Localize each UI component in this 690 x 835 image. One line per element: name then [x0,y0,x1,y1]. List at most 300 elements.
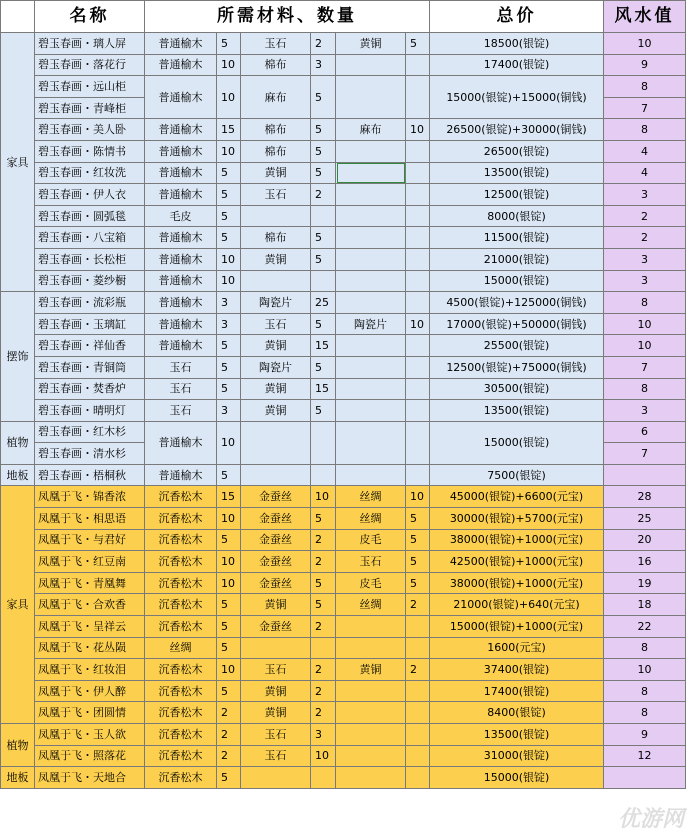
total-price-cell: 30500(银锭) [430,378,604,400]
material-3-cell [336,724,406,746]
qty-3-cell [406,421,430,464]
material-3-cell: 丝绸 [336,508,406,530]
qty-2-cell [311,205,336,227]
material-3-cell [336,356,406,378]
item-name-cell: 碧玉春画・璃人屏 [35,33,145,55]
fengshui-value-cell: 4 [604,162,686,184]
qty-3-cell: 5 [406,33,430,55]
fengshui-value-cell [604,464,686,486]
material-2-cell [241,421,311,464]
fengshui-value-cell: 28 [604,486,686,508]
table-row [1,184,686,206]
fengshui-value-cell: 8 [604,637,686,659]
fengshui-value-cell: 8 [604,119,686,141]
material-1-cell: 沉香松木 [145,724,217,746]
qty-1-cell: 5 [217,637,241,659]
item-name-cell: 碧玉春画・清水杉 [35,443,145,465]
table-row [1,162,686,184]
qty-2-cell: 2 [311,680,336,702]
qty-3-cell [406,616,430,638]
qty-2-cell [311,464,336,486]
material-1-cell: 普通榆木 [145,227,217,249]
table-row [1,205,686,227]
material-3-cell [336,680,406,702]
total-price-cell: 38000(银锭)+1000(元宝) [430,529,604,551]
fengshui-value-cell: 2 [604,205,686,227]
fengshui-value-cell: 8 [604,680,686,702]
qty-2-cell: 5 [311,508,336,530]
item-name-cell: 碧玉春画・圆弧毯 [35,205,145,227]
total-price-cell: 17000(银锭)+50000(铜钱) [430,313,604,335]
total-price-cell: 45000(银锭)+6600(元宝) [430,486,604,508]
qty-2-cell: 2 [311,529,336,551]
material-1-cell: 普通榆木 [145,119,217,141]
fengshui-value-cell: 10 [604,335,686,357]
material-1-cell: 普通榆木 [145,464,217,486]
qty-2-cell [311,767,336,789]
material-3-cell [336,184,406,206]
material-3-cell [336,140,406,162]
fengshui-value-cell: 3 [604,270,686,292]
material-1-cell: 普通榆木 [145,162,217,184]
total-price-cell: 12500(银锭) [430,184,604,206]
qty-1-cell: 10 [217,659,241,681]
material-1-cell: 普通榆木 [145,76,217,119]
qty-3-cell [406,292,430,314]
item-name-cell: 碧玉春画・玉璃缸 [35,313,145,335]
fengshui-value-cell: 8 [604,292,686,314]
item-name-cell: 凤凰于飞・天地合 [35,767,145,789]
qty-3-cell [406,227,430,249]
fengshui-value-cell: 8 [604,702,686,724]
total-price-cell: 11500(银锭) [430,227,604,249]
table-row [1,227,686,249]
qty-1-cell: 15 [217,119,241,141]
item-name-cell: 凤凰于飞・合欢香 [35,594,145,616]
qty-3-cell: 10 [406,119,430,141]
qty-1-cell: 2 [217,745,241,767]
qty-1-cell: 3 [217,292,241,314]
total-price-cell: 26500(银锭)+30000(铜钱) [430,119,604,141]
material-2-cell: 陶瓷片 [241,356,311,378]
material-2-cell: 金蚕丝 [241,508,311,530]
fengshui-value-cell: 20 [604,529,686,551]
material-1-cell: 沉香松木 [145,745,217,767]
total-price-cell: 1600(元宝) [430,637,604,659]
material-2-cell: 金蚕丝 [241,616,311,638]
material-3-cell [336,637,406,659]
material-1-cell: 玉石 [145,378,217,400]
total-price-cell: 13500(银锭) [430,724,604,746]
qty-3-cell: 10 [406,313,430,335]
material-2-cell: 黄铜 [241,378,311,400]
fengshui-value-cell: 7 [604,356,686,378]
material-2-cell: 陶瓷片 [241,292,311,314]
fengshui-value-cell: 22 [604,616,686,638]
item-name-cell: 碧玉春画・远山柜 [35,76,145,98]
header-fengshui: 风水值 [604,1,686,33]
material-2-cell: 金蚕丝 [241,486,311,508]
item-name-cell: 凤凰于飞・与君好 [35,529,145,551]
item-name-cell: 凤凰于飞・相思语 [35,508,145,530]
table-row [1,356,686,378]
total-price-cell: 38000(银锭)+1000(元宝) [430,572,604,594]
qty-2-cell: 3 [311,54,336,76]
qty-1-cell: 10 [217,248,241,270]
qty-3-cell [406,724,430,746]
fengshui-value-cell: 10 [604,33,686,55]
category-cell: 地板 [1,464,35,486]
qty-1-cell: 5 [217,529,241,551]
total-price-cell: 8400(银锭) [430,702,604,724]
total-price-cell: 4500(银锭)+125000(铜钱) [430,292,604,314]
qty-1-cell: 10 [217,76,241,119]
item-name-cell: 凤凰于飞・青凰舞 [35,572,145,594]
material-2-cell: 棉布 [241,119,311,141]
header-name: 名称 [35,1,145,33]
item-name-cell: 凤凰于飞・花丛陨 [35,637,145,659]
qty-3-cell [406,335,430,357]
qty-3-cell [406,205,430,227]
category-cell: 植物 [1,724,35,767]
category-cell: 地板 [1,767,35,789]
total-price-cell: 30000(银锭)+5700(元宝) [430,508,604,530]
qty-3-cell: 5 [406,529,430,551]
material-1-cell: 沉香松木 [145,572,217,594]
qty-1-cell: 5 [217,335,241,357]
material-1-cell: 沉香松木 [145,680,217,702]
material-2-cell: 玉石 [241,745,311,767]
material-2-cell: 棉布 [241,140,311,162]
material-3-cell: 陶瓷片 [336,313,406,335]
material-2-cell [241,205,311,227]
total-price-cell: 21000(银锭)+640(元宝) [430,594,604,616]
total-price-cell: 7500(银锭) [430,464,604,486]
item-name-cell: 碧玉春画・梧桐秋 [35,464,145,486]
material-2-cell: 玉石 [241,659,311,681]
table-row [1,335,686,357]
fengshui-value-cell: 2 [604,227,686,249]
material-3-cell [336,464,406,486]
material-1-cell: 沉香松木 [145,508,217,530]
qty-2-cell: 10 [311,745,336,767]
table-row [1,508,686,530]
item-name-cell: 碧玉春画・落花行 [35,54,145,76]
table-row [1,292,686,314]
item-name-cell: 碧玉春画・八宝箱 [35,227,145,249]
material-3-cell [336,248,406,270]
item-name-cell: 凤凰于飞・照落花 [35,745,145,767]
qty-2-cell: 5 [311,400,336,422]
qty-3-cell [406,162,430,184]
table-row [1,464,686,486]
table-row [1,594,686,616]
material-1-cell: 普通榆木 [145,140,217,162]
item-name-cell: 凤凰于飞・玉人欲 [35,724,145,746]
table-row [1,659,686,681]
material-3-cell [336,76,406,119]
item-name-cell: 凤凰于飞・红妆泪 [35,659,145,681]
category-cell: 植物 [1,421,35,464]
material-3-cell [336,162,406,184]
qty-2-cell [311,637,336,659]
material-3-cell [336,767,406,789]
material-2-cell [241,464,311,486]
material-3-cell [336,227,406,249]
qty-1-cell: 5 [217,227,241,249]
material-2-cell: 黄铜 [241,702,311,724]
qty-2-cell: 2 [311,659,336,681]
fengshui-value-cell: 16 [604,551,686,573]
total-price-cell: 17400(银锭) [430,680,604,702]
qty-2-cell: 5 [311,227,336,249]
qty-1-cell: 10 [217,572,241,594]
material-1-cell: 沉香松木 [145,659,217,681]
qty-3-cell [406,637,430,659]
material-1-cell: 玉石 [145,400,217,422]
material-3-cell [336,400,406,422]
table-row [1,270,686,292]
table-row [1,313,686,335]
qty-2-cell: 2 [311,184,336,206]
material-2-cell: 棉布 [241,54,311,76]
table-row [1,248,686,270]
item-name-cell: 碧玉春画・青铜筒 [35,356,145,378]
material-1-cell: 普通榆木 [145,292,217,314]
qty-3-cell: 10 [406,486,430,508]
material-1-cell: 毛皮 [145,205,217,227]
table-row [1,119,686,141]
total-price-cell: 42500(银锭)+1000(元宝) [430,551,604,573]
qty-1-cell: 5 [217,356,241,378]
material-1-cell: 沉香松木 [145,529,217,551]
material-3-cell [336,378,406,400]
qty-3-cell [406,184,430,206]
qty-3-cell [406,270,430,292]
table-row [1,724,686,746]
qty-3-cell [406,702,430,724]
material-2-cell: 黄铜 [241,594,311,616]
table-row [1,140,686,162]
header-row [1,1,686,33]
fengshui-value-cell [604,767,686,789]
fengshui-value-cell: 3 [604,248,686,270]
material-1-cell: 普通榆木 [145,248,217,270]
total-price-cell: 15000(银锭)+1000(元宝) [430,616,604,638]
material-3-cell [336,270,406,292]
qty-1-cell: 10 [217,270,241,292]
qty-2-cell: 5 [311,76,336,119]
fengshui-value-cell: 8 [604,378,686,400]
qty-3-cell [406,400,430,422]
item-name-cell: 凤凰于飞・红豆南 [35,551,145,573]
fengshui-value-cell: 7 [604,443,686,465]
material-1-cell: 普通榆木 [145,33,217,55]
header-materials: 所需材料、数量 [145,1,430,33]
qty-2-cell: 3 [311,724,336,746]
category-cell: 家具 [1,33,35,292]
item-name-cell: 碧玉春画・晴明灯 [35,400,145,422]
fengshui-value-cell: 12 [604,745,686,767]
item-name-cell: 碧玉春画・伊人衣 [35,184,145,206]
material-1-cell: 沉香松木 [145,767,217,789]
item-name-cell: 碧玉春画・青峰柜 [35,97,145,119]
material-2-cell: 金蚕丝 [241,572,311,594]
qty-3-cell [406,464,430,486]
qty-2-cell: 5 [311,140,336,162]
material-1-cell: 普通榆木 [145,270,217,292]
material-3-cell: 玉石 [336,551,406,573]
table-row [1,637,686,659]
qty-1-cell: 3 [217,400,241,422]
category-cell: 摆饰 [1,292,35,422]
header-total-price: 总价 [430,1,604,33]
material-3-cell: 皮毛 [336,529,406,551]
table-row [1,76,686,98]
material-2-cell: 棉布 [241,227,311,249]
total-price-cell: 18500(银锭) [430,33,604,55]
total-price-cell: 12500(银锭)+75000(铜钱) [430,356,604,378]
qty-3-cell: 2 [406,659,430,681]
material-1-cell: 普通榆木 [145,54,217,76]
qty-3-cell [406,248,430,270]
qty-3-cell: 5 [406,508,430,530]
material-3-cell: 丝绸 [336,594,406,616]
material-2-cell [241,767,311,789]
item-name-cell: 凤凰于飞・锦香浓 [35,486,145,508]
qty-1-cell: 5 [217,33,241,55]
material-1-cell: 沉香松木 [145,551,217,573]
fengshui-value-cell: 6 [604,421,686,443]
material-3-cell [336,421,406,464]
table-row [1,529,686,551]
qty-2-cell: 2 [311,33,336,55]
material-3-cell [336,702,406,724]
material-2-cell: 黄铜 [241,162,311,184]
table-row [1,767,686,789]
fengshui-value-cell: 4 [604,140,686,162]
total-price-cell: 25500(银锭) [430,335,604,357]
total-price-cell: 37400(银锭) [430,659,604,681]
material-2-cell: 黄铜 [241,335,311,357]
qty-3-cell [406,767,430,789]
material-2-cell: 黄铜 [241,400,311,422]
material-3-cell [336,54,406,76]
fengshui-value-cell: 7 [604,97,686,119]
qty-1-cell: 5 [217,205,241,227]
qty-1-cell: 2 [217,702,241,724]
material-3-cell [336,745,406,767]
qty-1-cell: 5 [217,767,241,789]
qty-3-cell [406,378,430,400]
qty-1-cell: 10 [217,140,241,162]
fengshui-value-cell: 3 [604,184,686,206]
material-2-cell [241,637,311,659]
qty-1-cell: 5 [217,464,241,486]
table-row [1,702,686,724]
qty-2-cell [311,421,336,464]
item-name-cell: 碧玉春画・红木杉 [35,421,145,443]
fengshui-value-cell: 3 [604,400,686,422]
qty-2-cell: 5 [311,572,336,594]
qty-1-cell: 15 [217,486,241,508]
table-row [1,680,686,702]
item-name-cell: 凤凰于飞・团圆情 [35,702,145,724]
qty-2-cell: 2 [311,702,336,724]
material-2-cell: 黄铜 [241,680,311,702]
item-name-cell: 碧玉春画・菱纱橱 [35,270,145,292]
material-3-cell: 皮毛 [336,572,406,594]
table-row [1,33,686,55]
material-3-cell [336,335,406,357]
table-row [1,421,686,443]
category-cell: 家具 [1,486,35,724]
table-row [1,572,686,594]
material-3-cell: 麻布 [336,119,406,141]
qty-1-cell: 5 [217,378,241,400]
material-2-cell: 玉石 [241,33,311,55]
item-name-cell: 碧玉春画・陈情书 [35,140,145,162]
total-price-cell: 15000(银锭) [430,421,604,464]
qty-1-cell: 10 [217,54,241,76]
qty-1-cell: 5 [217,162,241,184]
item-name-cell: 凤凰于飞・伊人醉 [35,680,145,702]
material-2-cell [241,270,311,292]
material-3-cell [336,616,406,638]
qty-2-cell: 5 [311,313,336,335]
material-1-cell: 普通榆木 [145,421,217,464]
qty-2-cell: 2 [311,616,336,638]
qty-2-cell: 5 [311,356,336,378]
material-2-cell: 玉石 [241,724,311,746]
fengshui-value-cell: 18 [604,594,686,616]
material-1-cell: 沉香松木 [145,594,217,616]
watermark-logo: 优游网 [617,807,684,832]
qty-2-cell [311,270,336,292]
qty-2-cell: 5 [311,248,336,270]
item-name-cell: 碧玉春画・焚香炉 [35,378,145,400]
qty-3-cell: 2 [406,594,430,616]
qty-2-cell: 15 [311,335,336,357]
qty-2-cell: 15 [311,378,336,400]
material-2-cell: 玉石 [241,313,311,335]
qty-1-cell: 3 [217,313,241,335]
material-1-cell: 沉香松木 [145,616,217,638]
table-row [1,378,686,400]
material-2-cell: 玉石 [241,184,311,206]
total-price-cell: 31000(银锭) [430,745,604,767]
material-1-cell: 普通榆木 [145,184,217,206]
qty-2-cell: 5 [311,119,336,141]
material-2-cell: 麻布 [241,76,311,119]
material-2-cell: 金蚕丝 [241,529,311,551]
qty-1-cell: 10 [217,508,241,530]
qty-2-cell: 10 [311,486,336,508]
material-3-cell [336,205,406,227]
total-price-cell: 15000(银锭)+15000(铜钱) [430,76,604,119]
fengshui-value-cell: 9 [604,54,686,76]
table-row [1,486,686,508]
qty-1-cell: 10 [217,551,241,573]
item-name-cell: 碧玉春画・美人卧 [35,119,145,141]
fengshui-value-cell: 10 [604,313,686,335]
fengshui-value-cell: 25 [604,508,686,530]
table-row [1,745,686,767]
total-price-cell: 8000(银锭) [430,205,604,227]
material-3-cell [336,292,406,314]
total-price-cell: 21000(银锭) [430,248,604,270]
qty-2-cell: 5 [311,594,336,616]
